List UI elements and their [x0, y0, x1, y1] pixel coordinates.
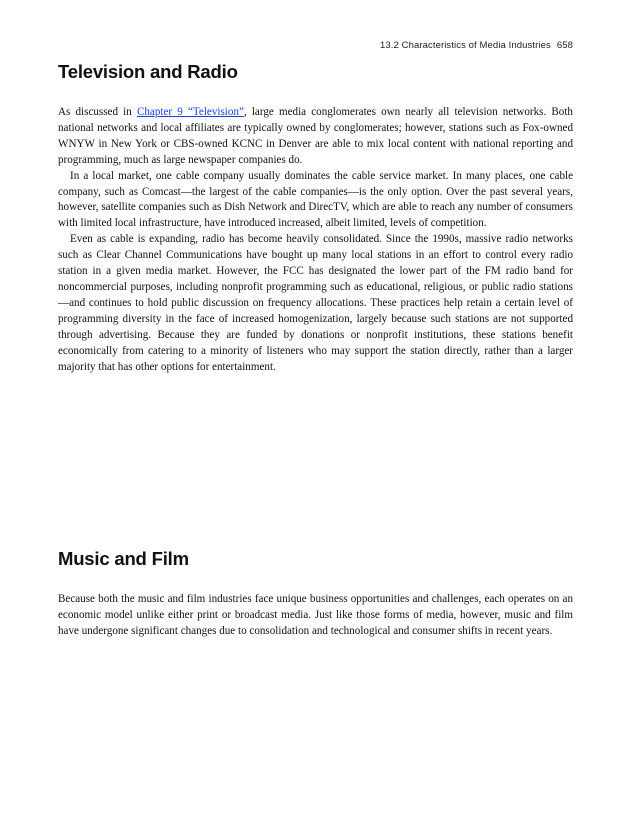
- section-television-and-radio: [58, 61, 573, 375]
- page-number: 658: [556, 40, 573, 51]
- paragraph: In a local market, one cable company usually dominates the cable service market. In many places, one cable company, such as Comcast—the largest of the cable companies—is the only option. Over the past several years, however, satellite companies such as Dish Network and DirecTV, which are able to reach any number of consumers with limited local infrastructure, have introduced increased, albeit limited, levels of competition.: [58, 169, 573, 230]
- running-header-title: 13.2 Characteristics of Media Industries: [379, 40, 551, 51]
- chapter-9-link[interactable]: Chapter 9 “Television”: [136, 106, 244, 118]
- paragraph: [58, 105, 573, 169]
- section-music-and-film: [58, 548, 573, 640]
- section-heading-television-and-radio: Television and Radio: [58, 61, 238, 82]
- paragraph-text: , large media conglomerates own nearly all television networks. Both national networks and local affiliates are typically owned by conglomerates; however, stations such as Fox-owned WNYW in New York or CBS-owned KCNC in Denver are able to mix local content with national reporting and programming, much as large newspaper companies do.: [58, 106, 573, 166]
- section-body: [58, 592, 573, 640]
- paragraph: Because both the music and film industries face unique business opportunities and challenges, each operates on an economic model unlike either print or broadcast media. Just like those forms of media, however, music and film have undergone significant changes due to consolidation and technological and consumer shifts in recent years.: [58, 593, 573, 637]
- paragraph-text: As discussed in: [58, 106, 137, 118]
- section-body: [58, 105, 573, 375]
- paragraph: Even as cable is expanding, radio has become heavily consolidated. Since the 1990s, massive radio networks such as Clear Channel Communications have bought up many local stations in an effort to control every radio station in a given media market. However, the FCC has designated the lower part of the FM radio band for noncommercial purposes, including nonprofit programming such as educational, religious, or public radio stations—and continues to hold public discussion on frequency allocations. These practices help retain a certain level of programming diversity in the face of increased homogenization, largely because such stations are not supported through advertising. Because they are funded by donations or nonprofit institutions, these stations benefit economically from catering to a minority of listeners who may support the station directly, rather than a larger majority that has other options for entertainment.: [58, 233, 573, 373]
- running-header: [380, 40, 573, 51]
- section-heading-music-and-film: Music and Film: [58, 548, 189, 569]
